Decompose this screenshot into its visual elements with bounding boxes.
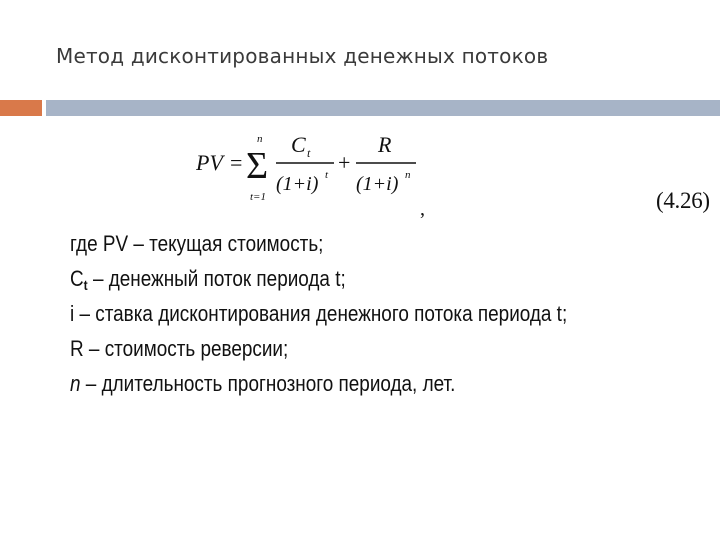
- legend-n-text: – длительность прогнозного периода, лет.: [80, 371, 456, 396]
- term1-denominator-exp: t: [325, 169, 329, 181]
- term2-denominator-exp: n: [405, 169, 411, 181]
- legend-ct-symbol: C: [70, 266, 84, 291]
- formula-sum-upper: n: [257, 133, 263, 145]
- pv-formula: [196, 128, 436, 212]
- legend-line-n: [70, 366, 586, 401]
- formula-sum-lower: t=1: [250, 191, 266, 203]
- formula-lhs: PV: [196, 150, 223, 175]
- slide-title: Метод дисконтированных денежных потоков: [56, 44, 549, 68]
- legend-line-r: R – стоимость реверсии;: [70, 336, 289, 361]
- title-accent-bar: [0, 100, 42, 116]
- formula-equals: =: [230, 150, 243, 175]
- legend-ct-sub: t: [83, 277, 88, 293]
- legend-line-pv: где PV – текущая стоимость;: [70, 231, 324, 256]
- title-rule-bar: [46, 100, 720, 116]
- equation-number: (4.26): [656, 188, 710, 213]
- variable-legend: [70, 226, 586, 401]
- formula-plus: +: [338, 150, 351, 175]
- formula-sum-symbol: Σ: [246, 145, 269, 187]
- legend-line-ct: [70, 261, 586, 296]
- legend-ct-text: – денежный поток периода t;: [87, 266, 346, 291]
- legend-n-symbol: n: [70, 371, 81, 396]
- formula-trailing-comma: ,: [420, 198, 425, 220]
- term1-numerator: C: [291, 132, 306, 157]
- term2-numerator: R: [378, 132, 392, 157]
- legend-line-i: i – ставка дисконтирования денежного потока периода t;: [70, 301, 568, 326]
- term2-denominator: (1+i): [356, 173, 399, 195]
- term1-denominator: (1+i): [276, 173, 319, 195]
- term1-numerator-sub: t: [307, 146, 311, 160]
